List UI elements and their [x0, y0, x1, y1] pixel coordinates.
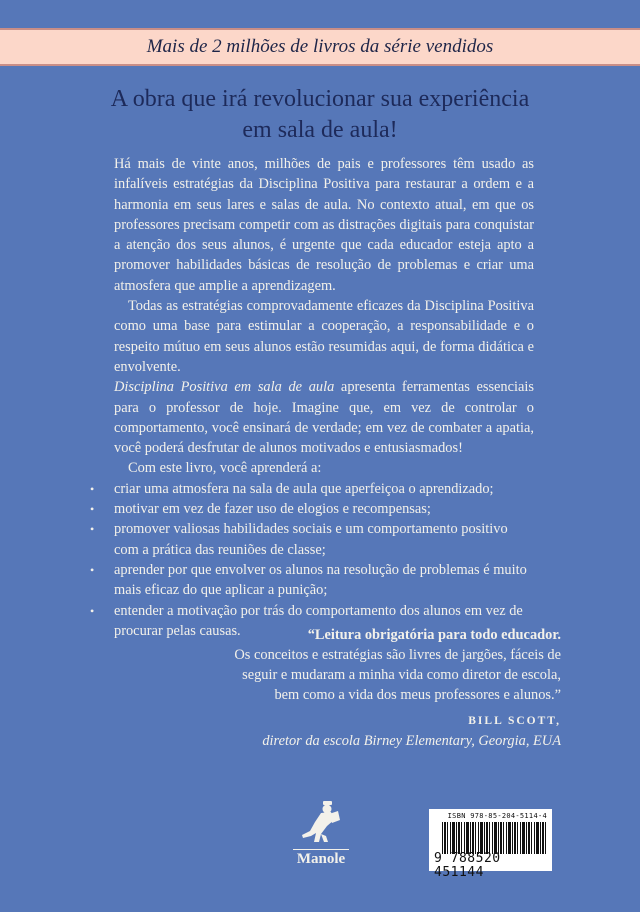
- barcode-bars: [442, 822, 547, 854]
- paragraph-3: [114, 377, 534, 458]
- publisher-logo: [286, 800, 356, 870]
- description: [114, 154, 534, 641]
- book-title: Disciplina Positiva em sala de aula: [114, 379, 335, 396]
- list-item: • criar uma atmosfera na sala de aula que aperfeiçoa o aprendizado;: [114, 479, 534, 499]
- publisher-name: Manole: [296, 851, 346, 867]
- list-item: • aprender por que envolver os alunos na resolução de problemas é muito mais eficaz do que aplicar a punição;: [114, 560, 534, 601]
- headline-line-2: em sala de aula!: [242, 117, 398, 143]
- barcode-number: 9 788520 451144: [434, 851, 501, 880]
- list-item: • motivar em vez de fazer uso de elogios e recompensas;: [114, 499, 534, 519]
- benefits-list: [114, 479, 534, 641]
- isbn-label: ISBN 978-85-204-5114-4: [447, 812, 547, 820]
- headline: [0, 84, 640, 146]
- testimonial: [161, 625, 561, 751]
- quote-line: seguir e mudaram a minha vida como diretor de escola,: [242, 667, 561, 683]
- reading-man-icon: [299, 800, 343, 844]
- logo-rule: [293, 849, 349, 850]
- paragraph-1: Há mais de vinte anos, milhões de pais e professores têm usado as infalíveis estratégias da Disciplina Positiva para restaurar a ordem e a harmonia em seus lares e salas de aula. No contexto atual, em que os professores precisam competir com as distrações digitais para conquistar a atenção dos seus alunos, é urgente que cada educador esteja apto a promover habilidades básicas de resolução de problemas e criar uma atmosfera que amplie a aprendizagem.: [114, 156, 534, 294]
- quote-line: bem como a vida dos meus professores e alunos.”: [274, 687, 561, 703]
- headline-line-1: A obra que irá revolucionar sua experiência: [110, 86, 530, 112]
- top-banner: [0, 28, 640, 66]
- list-item: • promover valiosas habilidades sociais e um comportamento positivo com a prática das reuniões de classe;: [114, 519, 534, 560]
- quote-lead: “Leitura obrigatória para todo educador.: [307, 627, 561, 643]
- quote-line: Os conceitos e estratégias são livres de jargões, fáceis de: [234, 647, 561, 663]
- quote-author: BILL SCOTT,: [468, 715, 561, 727]
- paragraph-3-text: apresenta ferramentas essenciais para o professor de hoje. Imagine que, em vez de controlar o comportamento, você ensinará de verdade; em vez de combater a apatia, você poderá desfrutar de alunos motivados e entusiasmados!: [114, 379, 534, 457]
- list-item: • entender a motivação por trás do comportamento dos alunos em vez de procurar pelas causas.: [114, 601, 534, 642]
- quote-author-role: diretor da escola Birney Elementary, Georgia, EUA: [262, 733, 561, 749]
- isbn-barcode: [429, 809, 552, 880]
- banner-text: Mais de 2 milhões de livros da série vendidos: [146, 36, 494, 57]
- list-intro: Com este livro, você aprenderá a:: [128, 460, 322, 477]
- paragraph-2: Todas as estratégias comprovadamente eficazes da Disciplina Positiva como uma base para estimular a cooperação, a responsabilidade e o respeito mútuo em seus alunos estão resumidas aqui, de forma didática e envolvente.: [114, 298, 534, 375]
